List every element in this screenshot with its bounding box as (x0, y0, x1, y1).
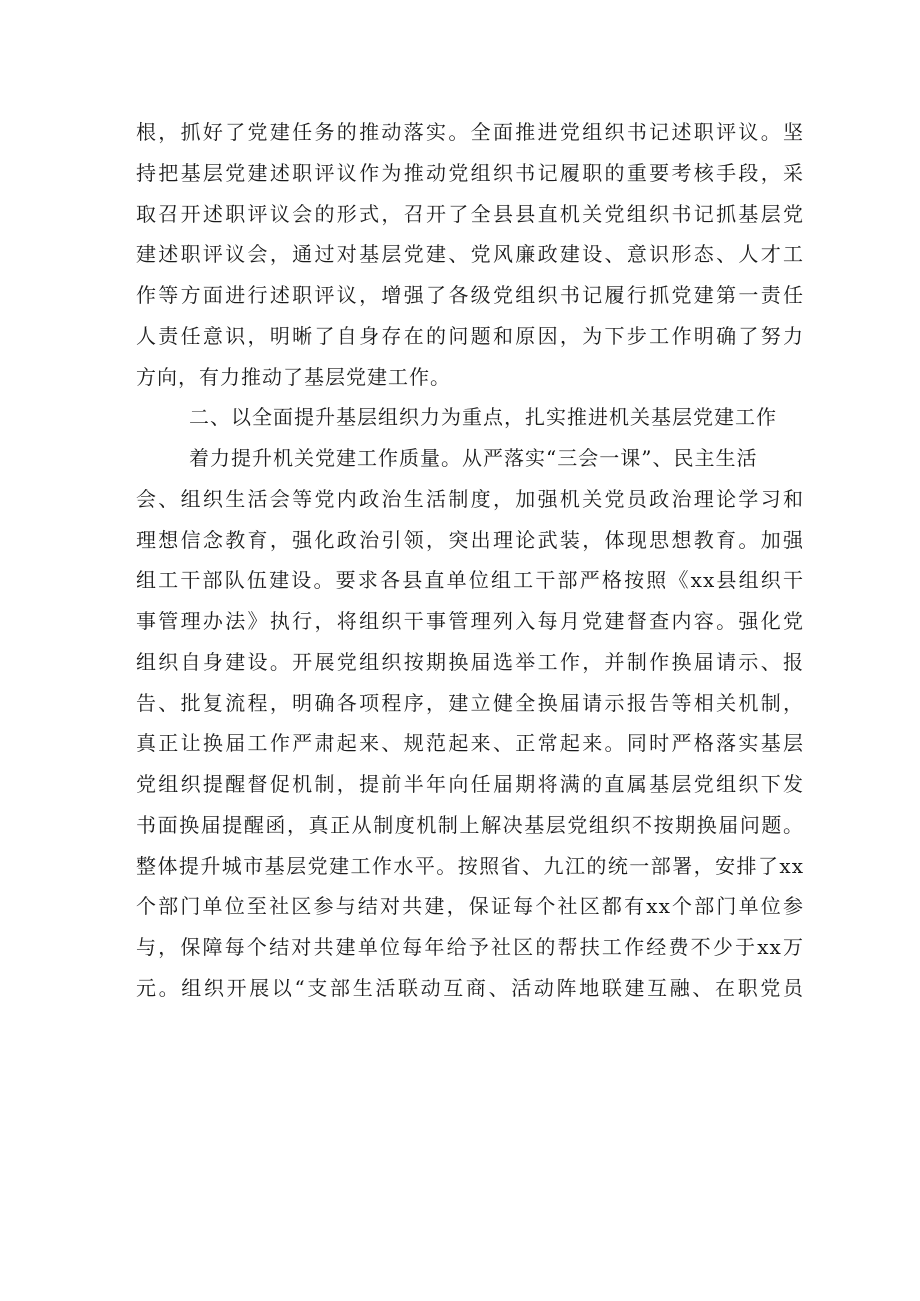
text-line: 书面换届提醒函，真正从制度机制上解决基层党组织不按期换届问题。 (136, 812, 804, 837)
text-line: 真正让换届工作严肃起来、规范起来、正常起来。同时严格落实基层 (136, 731, 804, 756)
section-heading: 二、以全面提升基层组织力为重点，扎实推进机关基层党建工作 (189, 405, 777, 430)
text-line: 组织自身建设。开展党组织按期换届选举工作，并制作换届请示、报 (136, 649, 804, 674)
text-line: 与，保障每个结对共建单位每年给予社区的帮扶工作经费不少于xx万 (136, 935, 804, 959)
text-line: 作等方面进行述职评议，增强了各级党组织书记履行抓党建第一责任 (136, 283, 804, 307)
text-line: 根，抓好了党建任务的推动落实。全面推进党组织书记述职评议。坚 (136, 120, 804, 144)
text-line: 会、组织生活会等党内政治生活制度，加强机关党员政治理论学习和 (136, 486, 804, 511)
text-line: 事管理办法》执行，将组织干事管理列入每月党建督查内容。强化党 (136, 609, 804, 633)
text-line: 持把基层党建述职评议作为推动党组织书记履职的重要考核手段，采 (136, 160, 804, 185)
paragraph-first-line: 着力提升机关党建工作质量。从严落实“三会一课”、民主生活 (189, 446, 758, 470)
text-line: 组工干部队伍建设。要求各县直单位组工干部严格按照《xx县组织干 (136, 568, 804, 593)
text-line: 整体提升城市基层党建工作水平。按照省、九江的统一部署，安排了xx (136, 853, 804, 878)
text-line: 人责任意识，明晰了自身存在的问题和原因，为下步工作明确了努力 (136, 323, 804, 348)
text-line: 理想信念教育，强化政治引领，突出理论武装，体现思想教育。加强 (136, 527, 804, 552)
text-line: 元。组织开展以“支部生活联动互商、活动阵地联建互融、在职党员 (136, 975, 804, 1000)
text-line: 个部门单位至社区参与结对共建，保证每个社区都有xx个部门单位参 (136, 894, 804, 919)
text-line: 取召开述职评议会的形式，召开了全县县直机关党组织书记抓基层党 (136, 201, 804, 226)
text-line: 建述职评议会，通过对基层党建、党风廉政建设、意识形态、人才工 (136, 242, 804, 267)
text-line: 告、批复流程，明确各项程序，建立健全换届请示报告等相关机制， (136, 690, 804, 715)
text-line: 党组织提醒督促机制，提前半年向任届期将满的直属基层党组织下发 (136, 772, 804, 796)
body-text (136, 112, 804, 1009)
paragraph-last-line: 方向，有力推动了基层党建工作。 (136, 364, 451, 389)
